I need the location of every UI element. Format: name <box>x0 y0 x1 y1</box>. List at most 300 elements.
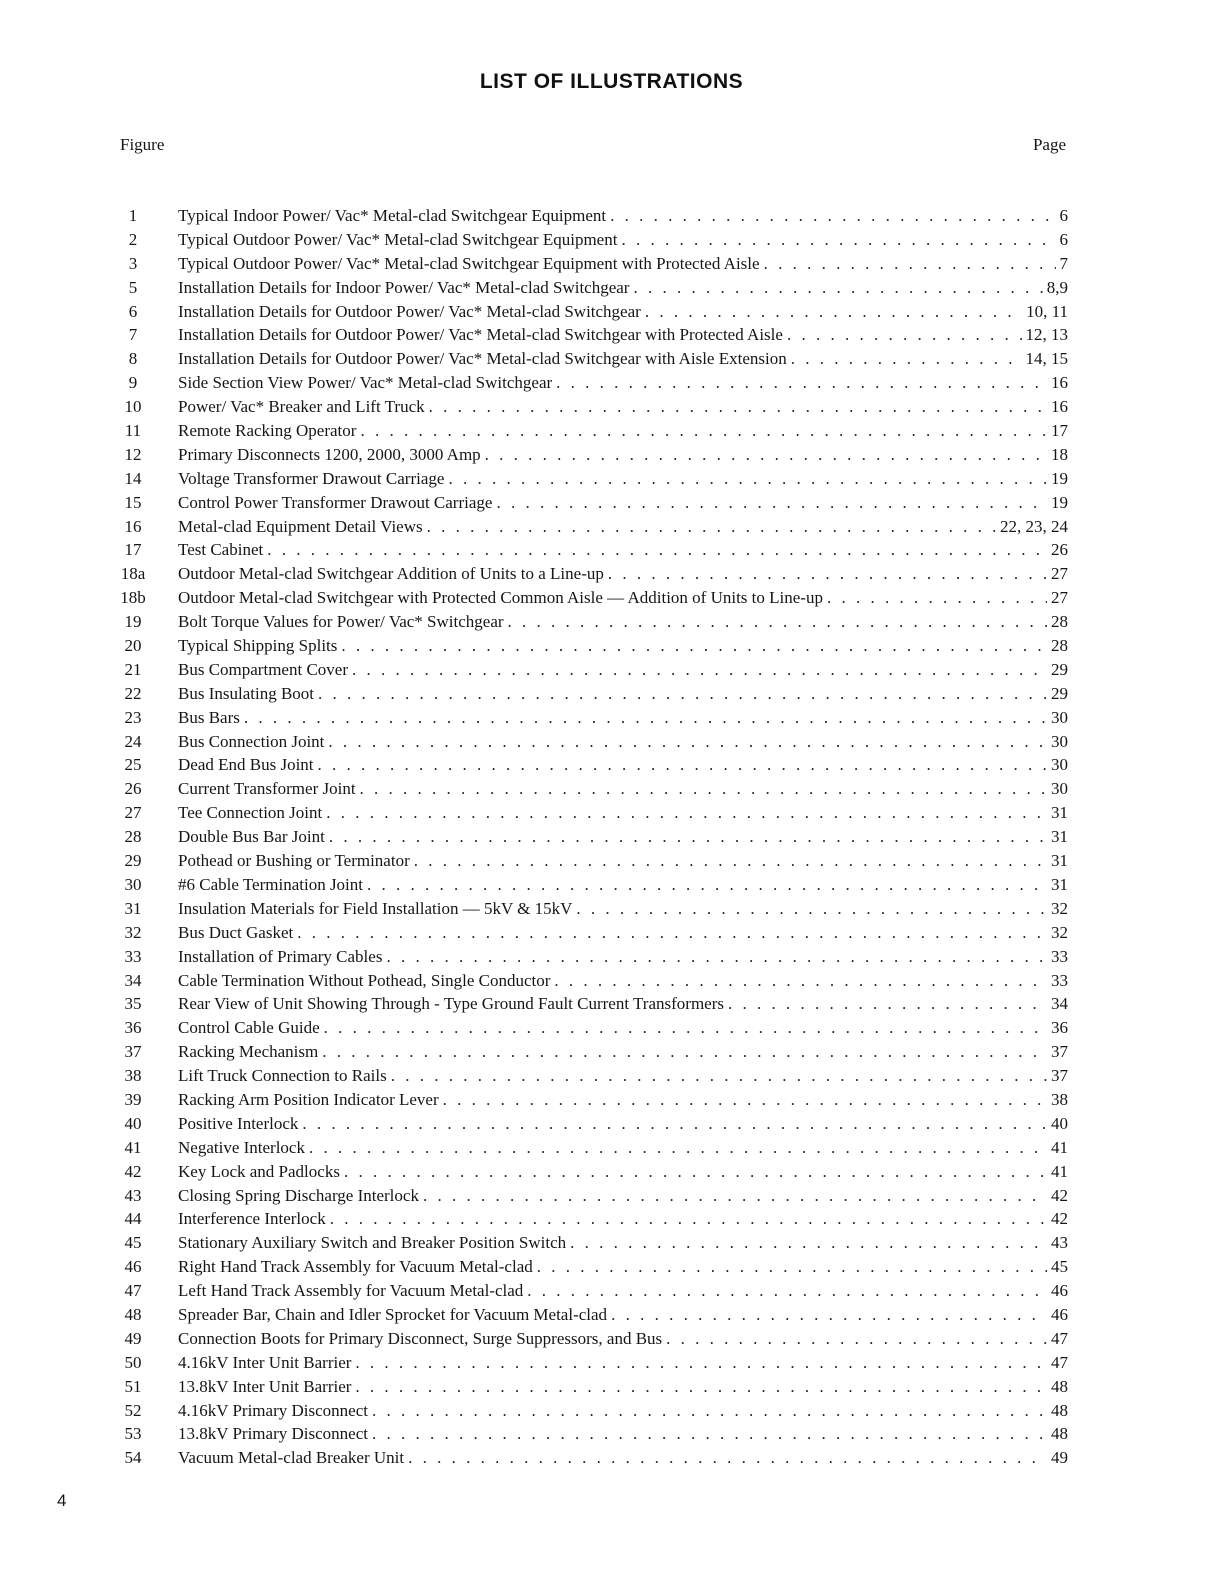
page-reference: 49 <box>1051 1448 1068 1468</box>
entry-line <box>178 228 1068 252</box>
figure-title: Negative Interlock <box>178 1136 309 1160</box>
dot-leader <box>527 1279 1047 1303</box>
dot-leader <box>554 969 1047 993</box>
entry-line <box>178 730 1068 754</box>
figure-title: 4.16kV Inter Unit Barrier <box>178 1351 355 1375</box>
dot-leader <box>367 873 1047 897</box>
figure-title: Metal-clad Equipment Detail Views <box>178 515 427 539</box>
figure-title: Left Hand Track Assembly for Vacuum Metal-clad <box>178 1279 527 1303</box>
dot-leader <box>764 252 1056 276</box>
list-item <box>112 1184 1068 1208</box>
figure-number: 14 <box>124 468 142 488</box>
dot-leader <box>386 945 1047 969</box>
page-reference: 19 <box>1051 492 1068 512</box>
entry-line <box>178 634 1068 658</box>
list-item <box>112 1327 1068 1351</box>
list-item <box>112 1088 1068 1112</box>
figure-number: 29 <box>124 851 142 871</box>
dot-leader <box>372 1399 1047 1423</box>
dot-leader <box>791 347 1022 371</box>
dot-leader <box>556 371 1047 395</box>
list-item <box>112 443 1068 467</box>
dot-leader <box>485 443 1047 467</box>
entry-line <box>178 945 1068 969</box>
dot-leader <box>391 1064 1047 1088</box>
figure-number: 11 <box>124 421 142 441</box>
figure-number: 6 <box>128 301 138 321</box>
entry-line <box>178 419 1068 443</box>
page-reference: 6 <box>1059 229 1068 249</box>
page-reference: 33 <box>1051 970 1068 990</box>
figure-number: 30 <box>124 874 142 894</box>
dot-leader <box>827 586 1047 610</box>
figure-number: 54 <box>124 1448 142 1468</box>
entry-line <box>178 276 1068 300</box>
page-reference: 32 <box>1051 922 1068 942</box>
figure-title: Interference Interlock <box>178 1207 330 1231</box>
entry-line <box>178 753 1068 777</box>
entry-line <box>178 682 1068 706</box>
figure-number: 9 <box>128 373 138 393</box>
list-item <box>112 634 1068 658</box>
figure-number: 36 <box>124 1018 142 1038</box>
dot-leader <box>728 992 1047 1016</box>
figure-number: 26 <box>124 779 142 799</box>
page-reference: 31 <box>1051 803 1068 823</box>
list-item <box>112 730 1068 754</box>
figure-number: 1 <box>128 206 138 225</box>
figure-title: Double Bus Bar Joint <box>178 825 329 849</box>
entry-line <box>178 1399 1068 1423</box>
figure-title: Current Transformer Joint <box>178 777 360 801</box>
page-reference: 10, 11 <box>1026 301 1068 321</box>
figure-title: Bus Connection Joint <box>178 730 328 754</box>
figure-title: Bus Insulating Boot <box>178 682 318 706</box>
figure-title: Vacuum Metal-clad Breaker Unit <box>178 1446 408 1470</box>
entry-line <box>178 491 1068 515</box>
figure-number: 34 <box>124 970 142 990</box>
page-reference: 34 <box>1051 994 1068 1014</box>
dot-leader <box>414 849 1047 873</box>
figure-number: 5 <box>128 277 138 297</box>
dot-leader <box>244 706 1047 730</box>
page-title: LIST OF ILLUSTRATIONS <box>479 70 744 93</box>
dot-leader <box>360 777 1047 801</box>
entry-line <box>178 252 1068 276</box>
figure-number: 33 <box>124 946 142 966</box>
entry-line <box>178 395 1068 419</box>
entry-line <box>178 1375 1068 1399</box>
figure-number: 21 <box>124 659 142 679</box>
figure-number: 24 <box>124 731 142 751</box>
figure-number: 43 <box>124 1185 142 1205</box>
figure-number: 41 <box>124 1137 142 1157</box>
figure-number: 8 <box>128 349 138 369</box>
figure-number: 12 <box>124 444 142 464</box>
page-reference: 48 <box>1051 1424 1068 1444</box>
list-item <box>112 1375 1068 1399</box>
page-reference: 19 <box>1051 468 1068 488</box>
list-item <box>112 1160 1068 1184</box>
list-item <box>112 682 1068 706</box>
page-reference: 28 <box>1051 636 1068 656</box>
dot-leader <box>645 300 1022 324</box>
figure-number: 10 <box>124 397 142 417</box>
entry-line <box>178 371 1068 395</box>
dot-leader <box>267 538 1047 562</box>
list-item <box>112 1207 1068 1231</box>
dot-leader <box>666 1327 1047 1351</box>
figure-title: Installation Details for Indoor Power/ Vac* Metal-clad Switchgear <box>178 276 633 300</box>
page-column-header: Page <box>1032 135 1066 154</box>
page-reference: 26 <box>1051 540 1068 560</box>
page-reference: 17 <box>1051 421 1068 441</box>
entry-line <box>178 1351 1068 1375</box>
dot-leader <box>443 1088 1047 1112</box>
dot-leader <box>423 1184 1047 1208</box>
figure-title: Right Hand Track Assembly for Vacuum Metal-clad <box>178 1255 537 1279</box>
figure-number: 27 <box>124 803 142 823</box>
figure-number: 25 <box>124 755 142 775</box>
figure-title: 4.16kV Primary Disconnect <box>178 1399 372 1423</box>
page-reference: 33 <box>1051 946 1068 966</box>
figure-number: 7 <box>128 325 138 345</box>
entry-line <box>178 443 1068 467</box>
figure-title: Cable Termination Without Pothead, Single Conductor <box>178 969 554 993</box>
entry-line <box>178 801 1068 825</box>
page-reference: 27 <box>1051 588 1068 608</box>
page-reference: 7 <box>1059 253 1068 273</box>
dot-leader <box>330 1207 1047 1231</box>
entry-line <box>178 897 1068 921</box>
page-reference: 30 <box>1051 731 1068 751</box>
figure-number: 47 <box>124 1281 142 1301</box>
entry-line <box>178 323 1068 347</box>
list-item <box>112 347 1068 371</box>
figure-title: Installation Details for Outdoor Power/ Vac* Metal-clad Switchgear <box>178 300 645 324</box>
figure-number: 50 <box>124 1352 142 1372</box>
figure-title: Control Cable Guide <box>178 1016 324 1040</box>
list-item <box>112 706 1068 730</box>
page-reference: 32 <box>1051 898 1068 918</box>
figure-title: Control Power Transformer Drawout Carriage <box>178 491 496 515</box>
list-item <box>112 1112 1068 1136</box>
list-item <box>112 467 1068 491</box>
entry-line <box>178 1016 1068 1040</box>
page-reference: 16 <box>1051 373 1068 393</box>
dot-leader <box>621 228 1055 252</box>
dot-leader <box>611 1303 1047 1327</box>
figure-title: Insulation Materials for Field Installation — 5kV & 15kV <box>178 897 576 921</box>
dot-leader <box>537 1255 1047 1279</box>
figure-number: 48 <box>124 1304 142 1324</box>
page-reference: 47 <box>1051 1328 1068 1348</box>
list-item <box>112 252 1068 276</box>
list-item <box>112 371 1068 395</box>
dot-leader <box>787 323 1022 347</box>
dot-leader <box>318 682 1047 706</box>
figure-title: Installation of Primary Cables <box>178 945 386 969</box>
list-item <box>112 1231 1068 1255</box>
page-reference: 47 <box>1051 1352 1068 1372</box>
figure-number: 38 <box>124 1066 142 1086</box>
list-item <box>112 276 1068 300</box>
page-reference: 16 <box>1051 397 1068 417</box>
entry-line <box>178 1112 1068 1136</box>
page-reference: 14, 15 <box>1025 349 1068 369</box>
dot-leader <box>355 1375 1047 1399</box>
figure-title: Spreader Bar, Chain and Idler Sprocket for Vacuum Metal-clad <box>178 1303 611 1327</box>
dot-leader <box>427 515 996 539</box>
figure-title: Typical Shipping Splits <box>178 634 341 658</box>
figure-title: Remote Racking Operator <box>178 419 360 443</box>
list-item <box>112 897 1068 921</box>
list-item <box>112 204 1068 228</box>
list-item <box>112 1255 1068 1279</box>
dot-leader <box>372 1422 1047 1446</box>
page-reference: 22, 23, 24 <box>1000 516 1068 536</box>
figure-title: Connection Boots for Primary Disconnect, Surge Suppressors, and Bus <box>178 1327 666 1351</box>
entry-line <box>178 538 1068 562</box>
page-reference: 12, 13 <box>1025 325 1068 345</box>
page-reference: 29 <box>1051 659 1068 679</box>
list-item <box>112 801 1068 825</box>
page-reference: 37 <box>1051 1042 1068 1062</box>
dot-leader <box>355 1351 1047 1375</box>
page-reference: 41 <box>1051 1161 1068 1181</box>
list-item <box>112 1399 1068 1423</box>
dot-leader <box>360 419 1047 443</box>
page-reference: 27 <box>1051 564 1068 584</box>
dot-leader <box>329 825 1047 849</box>
page-reference: 28 <box>1051 612 1068 632</box>
list-item <box>112 586 1068 610</box>
figure-number: 46 <box>124 1257 142 1277</box>
figure-title: Rear View of Unit Showing Through - Type Ground Fault Current Transformers <box>178 992 728 1016</box>
dot-leader <box>341 634 1047 658</box>
figure-column-header: Figure <box>120 135 165 154</box>
list-item <box>112 491 1068 515</box>
dot-leader <box>328 730 1047 754</box>
figure-title: Lift Truck Connection to Rails <box>178 1064 391 1088</box>
illustrations-list <box>112 204 1068 1470</box>
dot-leader <box>448 467 1047 491</box>
entry-line <box>178 1160 1068 1184</box>
page-reference: 30 <box>1051 755 1068 775</box>
entry-line <box>178 1040 1068 1064</box>
figure-title: Voltage Transformer Drawout Carriage <box>178 467 448 491</box>
list-item <box>112 1446 1068 1470</box>
page-reference: 31 <box>1051 827 1068 847</box>
page-reference: 42 <box>1051 1185 1068 1205</box>
figure-title: Positive Interlock <box>178 1112 302 1136</box>
figure-number: 32 <box>124 922 142 942</box>
figure-title: Bus Compartment Cover <box>178 658 352 682</box>
dot-leader <box>608 562 1047 586</box>
figure-title: Installation Details for Outdoor Power/ Vac* Metal-clad Switchgear with Protected Aisle <box>178 323 787 347</box>
dot-leader <box>633 276 1042 300</box>
dot-leader <box>324 1016 1047 1040</box>
figure-number: 18a <box>120 564 146 584</box>
dot-leader <box>322 1040 1047 1064</box>
entry-line <box>178 1231 1068 1255</box>
figure-title: Primary Disconnects 1200, 2000, 3000 Amp <box>178 443 485 467</box>
entry-line <box>178 1088 1068 1112</box>
entry-line <box>178 873 1068 897</box>
list-item <box>112 300 1068 324</box>
dot-leader <box>352 658 1047 682</box>
figure-number: 15 <box>124 492 142 512</box>
entry-line <box>178 1279 1068 1303</box>
entry-line <box>178 825 1068 849</box>
figure-number: 3 <box>128 253 138 273</box>
list-item <box>112 228 1068 252</box>
page-reference: 40 <box>1051 1113 1068 1133</box>
dot-leader <box>326 801 1047 825</box>
page-reference: 41 <box>1051 1137 1068 1157</box>
list-item <box>112 1303 1068 1327</box>
page-reference: 45 <box>1051 1257 1068 1277</box>
page-number: 4 <box>57 1491 67 1510</box>
page-reference: 43 <box>1051 1233 1068 1253</box>
entry-line <box>178 1064 1068 1088</box>
dot-leader <box>302 1112 1047 1136</box>
figure-title: Typical Outdoor Power/ Vac* Metal-clad Switchgear Equipment <box>178 228 621 252</box>
dot-leader <box>570 1231 1047 1255</box>
figure-title: 13.8kV Primary Disconnect <box>178 1422 372 1446</box>
figure-title: Bus Bars <box>178 706 244 730</box>
figure-number: 51 <box>124 1376 142 1396</box>
figure-title: Dead End Bus Joint <box>178 753 318 777</box>
figure-title: Typical Indoor Power/ Vac* Metal-clad Switchgear Equipment <box>178 204 610 228</box>
figure-number: 45 <box>124 1233 142 1253</box>
figure-number: 2 <box>128 229 138 249</box>
list-item <box>112 992 1068 1016</box>
dot-leader <box>429 395 1047 419</box>
dot-leader <box>309 1136 1047 1160</box>
entry-line <box>178 1327 1068 1351</box>
figure-number: 53 <box>124 1424 142 1444</box>
dot-leader <box>610 204 1055 228</box>
list-item <box>112 753 1068 777</box>
figure-number: 35 <box>124 994 142 1014</box>
entry-line <box>178 992 1068 1016</box>
list-item <box>112 1136 1068 1160</box>
dot-leader <box>508 610 1047 634</box>
entry-line <box>178 969 1068 993</box>
list-item <box>112 945 1068 969</box>
page-reference: 30 <box>1051 707 1068 727</box>
list-item <box>112 825 1068 849</box>
list-item <box>112 849 1068 873</box>
figure-title: Stationary Auxiliary Switch and Breaker Position Switch <box>178 1231 570 1255</box>
page-reference: 42 <box>1051 1209 1068 1229</box>
entry-line <box>178 1446 1068 1470</box>
list-item <box>112 515 1068 539</box>
page-reference: 48 <box>1051 1400 1068 1420</box>
figure-number: 16 <box>124 516 142 536</box>
list-item <box>112 873 1068 897</box>
figure-title: Closing Spring Discharge Interlock <box>178 1184 423 1208</box>
entry-line <box>178 300 1068 324</box>
list-item <box>112 323 1068 347</box>
page-reference: 31 <box>1051 874 1068 894</box>
figure-title: Outdoor Metal-clad Switchgear Addition of Units to a Line-up <box>178 562 608 586</box>
list-item <box>112 562 1068 586</box>
list-item <box>112 777 1068 801</box>
figure-number: 44 <box>124 1209 142 1229</box>
entry-line <box>178 1184 1068 1208</box>
figure-title: Power/ Vac* Breaker and Lift Truck <box>178 395 429 419</box>
list-item <box>112 419 1068 443</box>
list-item <box>112 395 1068 419</box>
page-reference: 36 <box>1051 1018 1068 1038</box>
entry-line <box>178 515 1068 539</box>
figure-title: Tee Connection Joint <box>178 801 326 825</box>
page-reference: 46 <box>1051 1281 1068 1301</box>
list-item <box>112 658 1068 682</box>
dot-leader <box>408 1446 1047 1470</box>
dot-leader <box>344 1160 1047 1184</box>
figure-number: 18b <box>120 588 146 608</box>
figure-title: Racking Arm Position Indicator Lever <box>178 1088 443 1112</box>
page-reference: 8,9 <box>1046 277 1068 297</box>
list-item <box>112 1040 1068 1064</box>
page-reference: 6 <box>1059 206 1068 225</box>
figure-number: 52 <box>124 1400 142 1420</box>
figure-title: 13.8kV Inter Unit Barrier <box>178 1375 355 1399</box>
dot-leader <box>576 897 1047 921</box>
entry-line <box>178 777 1068 801</box>
figure-number: 40 <box>124 1113 142 1133</box>
entry-line <box>178 562 1068 586</box>
list-item <box>112 1064 1068 1088</box>
entry-line <box>178 1136 1068 1160</box>
entry-line <box>178 586 1068 610</box>
entry-line <box>178 610 1068 634</box>
figure-title: #6 Cable Termination Joint <box>178 873 367 897</box>
figure-title: Bolt Torque Values for Power/ Vac* Switchgear <box>178 610 508 634</box>
page-reference: 37 <box>1051 1066 1068 1086</box>
entry-line <box>178 658 1068 682</box>
entry-line <box>178 1303 1068 1327</box>
page-reference: 18 <box>1051 444 1068 464</box>
dot-leader <box>496 491 1047 515</box>
figure-title: Bus Duct Gasket <box>178 921 297 945</box>
entry-line <box>178 706 1068 730</box>
figure-title: Installation Details for Outdoor Power/ Vac* Metal-clad Switchgear with Aisle Extension <box>178 347 791 371</box>
figure-title: Test Cabinet <box>178 538 267 562</box>
entry-line <box>178 467 1068 491</box>
entry-line <box>178 921 1068 945</box>
page-reference: 48 <box>1051 1376 1068 1396</box>
list-item <box>112 1279 1068 1303</box>
page-reference: 38 <box>1051 1089 1068 1109</box>
figure-number: 19 <box>124 612 142 632</box>
list-item <box>112 610 1068 634</box>
page-reference: 46 <box>1051 1304 1068 1324</box>
entry-line <box>178 1422 1068 1446</box>
figure-number: 49 <box>124 1328 142 1348</box>
entry-line <box>178 1255 1068 1279</box>
figure-title: Typical Outdoor Power/ Vac* Metal-clad Switchgear Equipment with Protected Aisle <box>178 252 764 276</box>
figure-title: Key Lock and Padlocks <box>178 1160 344 1184</box>
figure-title: Racking Mechanism <box>178 1040 322 1064</box>
figure-title: Pothead or Bushing or Terminator <box>178 849 414 873</box>
figure-title: Outdoor Metal-clad Switchgear with Protected Common Aisle — Addition of Units to Line-up <box>178 586 827 610</box>
list-item <box>112 538 1068 562</box>
entry-line <box>178 1207 1068 1231</box>
